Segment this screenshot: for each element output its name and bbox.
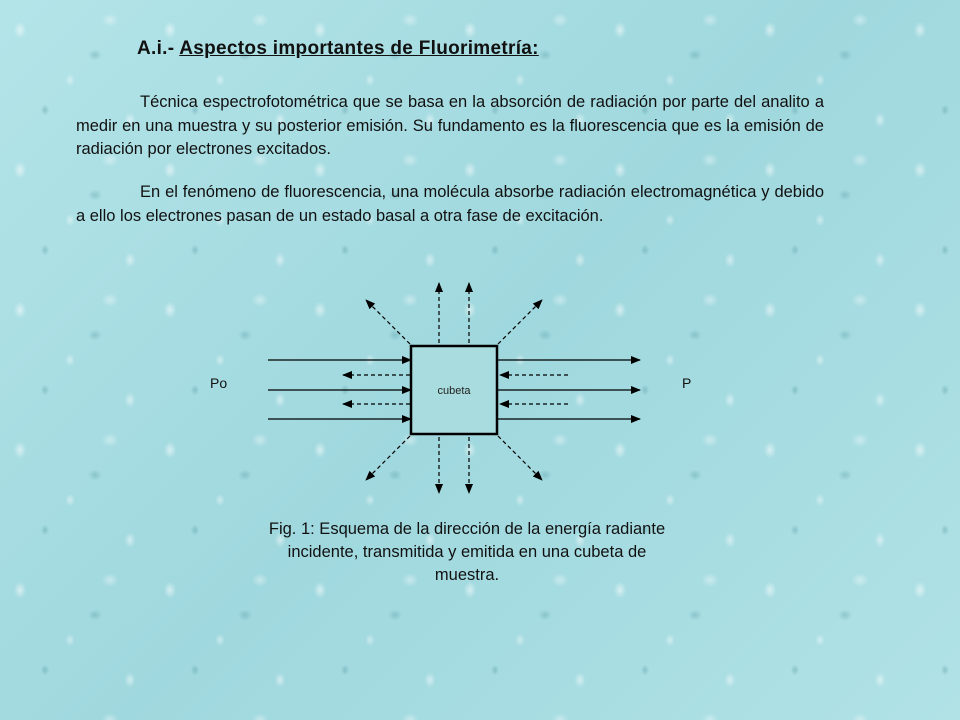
emitted-arrow-diagonal (366, 436, 410, 480)
paragraph-phenomenon: En el fenómeno de fluorescencia, una molécula absorbe radiación electromagnética y debido a ello los electrones pasan de un estado basal a otra fase de excitación. (76, 183, 824, 225)
paragraph-definition: Técnica espectrofotométrica que se basa en la absorción de radiación por parte del analito a medir en una muestra y su posterior emisión. Su fundamento es la fluorescencia que es la emisión de radiación por electrones excitados. (76, 93, 824, 158)
section-number: A.i.- (137, 38, 180, 59)
emitted-arrow-diagonal (498, 300, 542, 344)
section-title-text: Aspectos importantes de Fluorimetría: (179, 38, 539, 59)
figure-caption: Fig. 1: Esquema de la dirección de la energía radiante incidente, transmitida y emitida en una cubeta de muestra. (268, 520, 666, 584)
emitted-arrow-diagonal (498, 436, 542, 480)
cuvette-label: cubeta (437, 385, 471, 397)
transmitted-label: P (682, 375, 692, 391)
emitted-arrow-diagonal (366, 300, 410, 344)
incident-label: Po (210, 375, 228, 391)
